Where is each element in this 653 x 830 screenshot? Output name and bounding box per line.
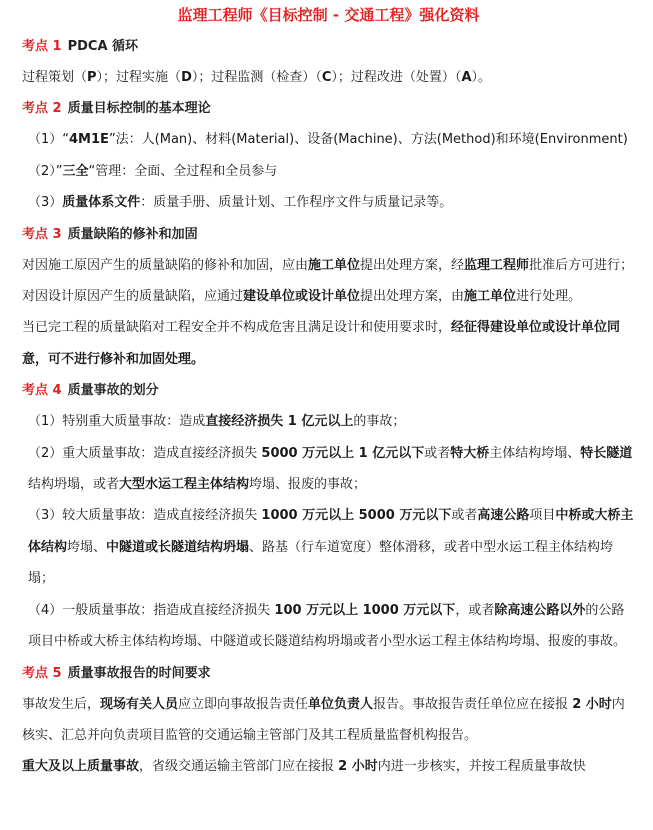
bold-text: 1000 万元以上 5000 万元以下	[261, 508, 452, 524]
text-run: ，或者	[455, 602, 495, 618]
section-title: PDCA 循环	[67, 39, 139, 54]
text-run: （3）	[28, 195, 63, 211]
bold-text: 建设单位或设计单位	[243, 289, 361, 305]
text-run: 对因施工原因产生的质量缺陷的修补和加固，应由	[22, 257, 309, 273]
section-heading	[22, 658, 635, 689]
text-run: 的事故；	[353, 414, 406, 430]
text-run: 结构坍塌，或者	[28, 477, 120, 493]
section-heading	[22, 219, 635, 250]
section-tag: 考点 2	[22, 101, 62, 117]
bold-text: C	[321, 70, 332, 85]
text-run: ）；过程监测（检查）（	[191, 70, 322, 85]
text-run: 事故发生后，	[22, 696, 101, 712]
text-run: 内核实、汇总并向负责项目监管的交通运输主管部门及其工程质量监督机构报告。	[22, 696, 625, 743]
text-run: （2）”	[28, 163, 63, 179]
paragraph	[22, 751, 635, 782]
bold-text: 施工单位	[464, 289, 517, 305]
paragraph	[22, 595, 635, 658]
text-run: 当已完工程的质量缺陷对工程安全并不构成危害且满足设计和使用要求时，	[22, 320, 452, 336]
bold-text: 重大及以上质量事故	[22, 759, 140, 775]
bold-text: D	[181, 70, 192, 85]
text-run: 或者	[424, 445, 451, 461]
text-run: 、路基（行车道宽度）整体滑移，或者中型水运工程主体结构垮塌；	[28, 539, 614, 587]
text-run: 或者	[451, 508, 478, 524]
text-run: 批准后方可进行；对因设计原因产生的质量缺陷，应通过	[22, 257, 634, 305]
bold-text: 除高速公路以外	[494, 602, 586, 618]
text-run: 项目	[529, 508, 556, 524]
section-heading	[22, 31, 635, 62]
text-run: ，省级交通运输主管部门应在接报	[139, 759, 339, 775]
section-title: 质量事故的划分	[67, 383, 159, 399]
bold-text: 5000 万元以上 1 亿元以下	[261, 445, 425, 461]
bold-text: A	[461, 70, 472, 85]
text-run: 应立即向事故报告责任	[178, 696, 309, 712]
text-run: 垮塌、	[67, 539, 107, 555]
section-tag: 考点 4	[22, 383, 62, 399]
bold-text: 100 万元以上 1000 万元以下	[274, 602, 456, 618]
paragraph	[22, 124, 635, 155]
section-tag: 考点 1	[22, 39, 62, 54]
text-run: 主体结构垮塌、	[489, 445, 581, 461]
text-run: （3）较大质量事故：造成直接经济损失	[28, 508, 262, 524]
text-run: 过程策划（	[22, 70, 88, 85]
bold-text: 2 小时	[338, 759, 378, 775]
paragraph	[22, 689, 635, 752]
bold-text: 2 小时	[572, 696, 612, 712]
text-run: ）。	[471, 70, 492, 85]
section-title: 质量缺陷的修补和加固	[67, 226, 198, 242]
bold-text: 经征得建设单位或设计单位同意，可不进行修补和加固处理。	[22, 320, 621, 367]
section-tag: 考点 3	[22, 226, 62, 242]
bold-text: P	[87, 70, 97, 85]
bold-text: 大型水运工程主体结构	[119, 477, 250, 493]
text-run: 提出处理方案，经	[360, 257, 465, 273]
bold-text: 特大桥	[450, 445, 490, 461]
bold-text: 特长隧道	[580, 445, 633, 461]
bold-text: 单位负责人	[308, 696, 374, 712]
text-run: 进行处理。	[516, 289, 582, 305]
text-run: 提出处理方案，由	[360, 289, 465, 305]
bold-text: 施工单位	[308, 257, 361, 273]
paragraph	[22, 438, 635, 501]
paragraph	[22, 62, 635, 93]
paragraph	[22, 312, 635, 375]
text-run: 垮塌、报废的事故；	[249, 477, 367, 493]
section-heading	[22, 375, 635, 406]
text-run: ”法：人(Man)、材料(Material)、设备(Machine)、方法(Method)和环境(Environment)	[108, 132, 628, 148]
text-run: （1）“	[28, 132, 70, 148]
text-run: ：质量手册、质量计划、工作程序文件与质量记录等。	[140, 195, 453, 211]
text-run: ）；过程改进（处置）（	[331, 70, 462, 85]
section-title: 质量事故报告的时间要求	[67, 665, 211, 681]
paragraph	[22, 187, 635, 218]
bold-text: 质量体系文件	[62, 195, 141, 211]
bold-text: 高速公路	[477, 508, 530, 524]
paragraph	[22, 406, 635, 437]
text-run: （4）一般质量事故：指造成直接经济损失	[28, 602, 275, 618]
bold-text: 直接经济损失 1 亿元以上	[205, 414, 354, 430]
document-body	[22, 31, 635, 783]
text-run: （1）特别重大质量事故：造成	[28, 414, 206, 430]
paragraph	[22, 250, 635, 313]
text-run: “管理：全面、全过程和全员参与	[88, 163, 278, 179]
paragraph	[22, 156, 635, 187]
bold-text: 监理工程师	[464, 257, 530, 273]
text-run: 报告。事故报告责任单位应在接报	[373, 696, 573, 712]
section-heading	[22, 93, 635, 124]
text-run: ）；过程实施（	[96, 70, 182, 85]
bold-text: 三全	[62, 163, 89, 179]
bold-text: 中桥或大桥主体结构	[28, 508, 634, 555]
text-run: 的公路项目中桥或大桥主体结构垮塌、中隧道或长隧道结构坍塌或者小型水运工程主体结构垮塌、报废的事故。	[28, 602, 627, 650]
bold-text: 现场有关人员	[100, 696, 179, 712]
text-run: （2）重大质量事故：造成直接经济损失	[28, 445, 262, 461]
section-title: 质量目标控制的基本理论	[67, 101, 211, 117]
bold-text: 中隧道或长隧道结构坍塌	[106, 539, 250, 555]
paragraph	[22, 500, 635, 594]
text-run: 内进一步核实，并按工程质量事故快	[377, 759, 586, 775]
bold-text: 4M1E	[69, 132, 109, 148]
section-tag: 考点 5	[22, 665, 62, 681]
document-title: 监理工程师《目标控制 - 交通工程》强化资料	[177, 6, 480, 24]
